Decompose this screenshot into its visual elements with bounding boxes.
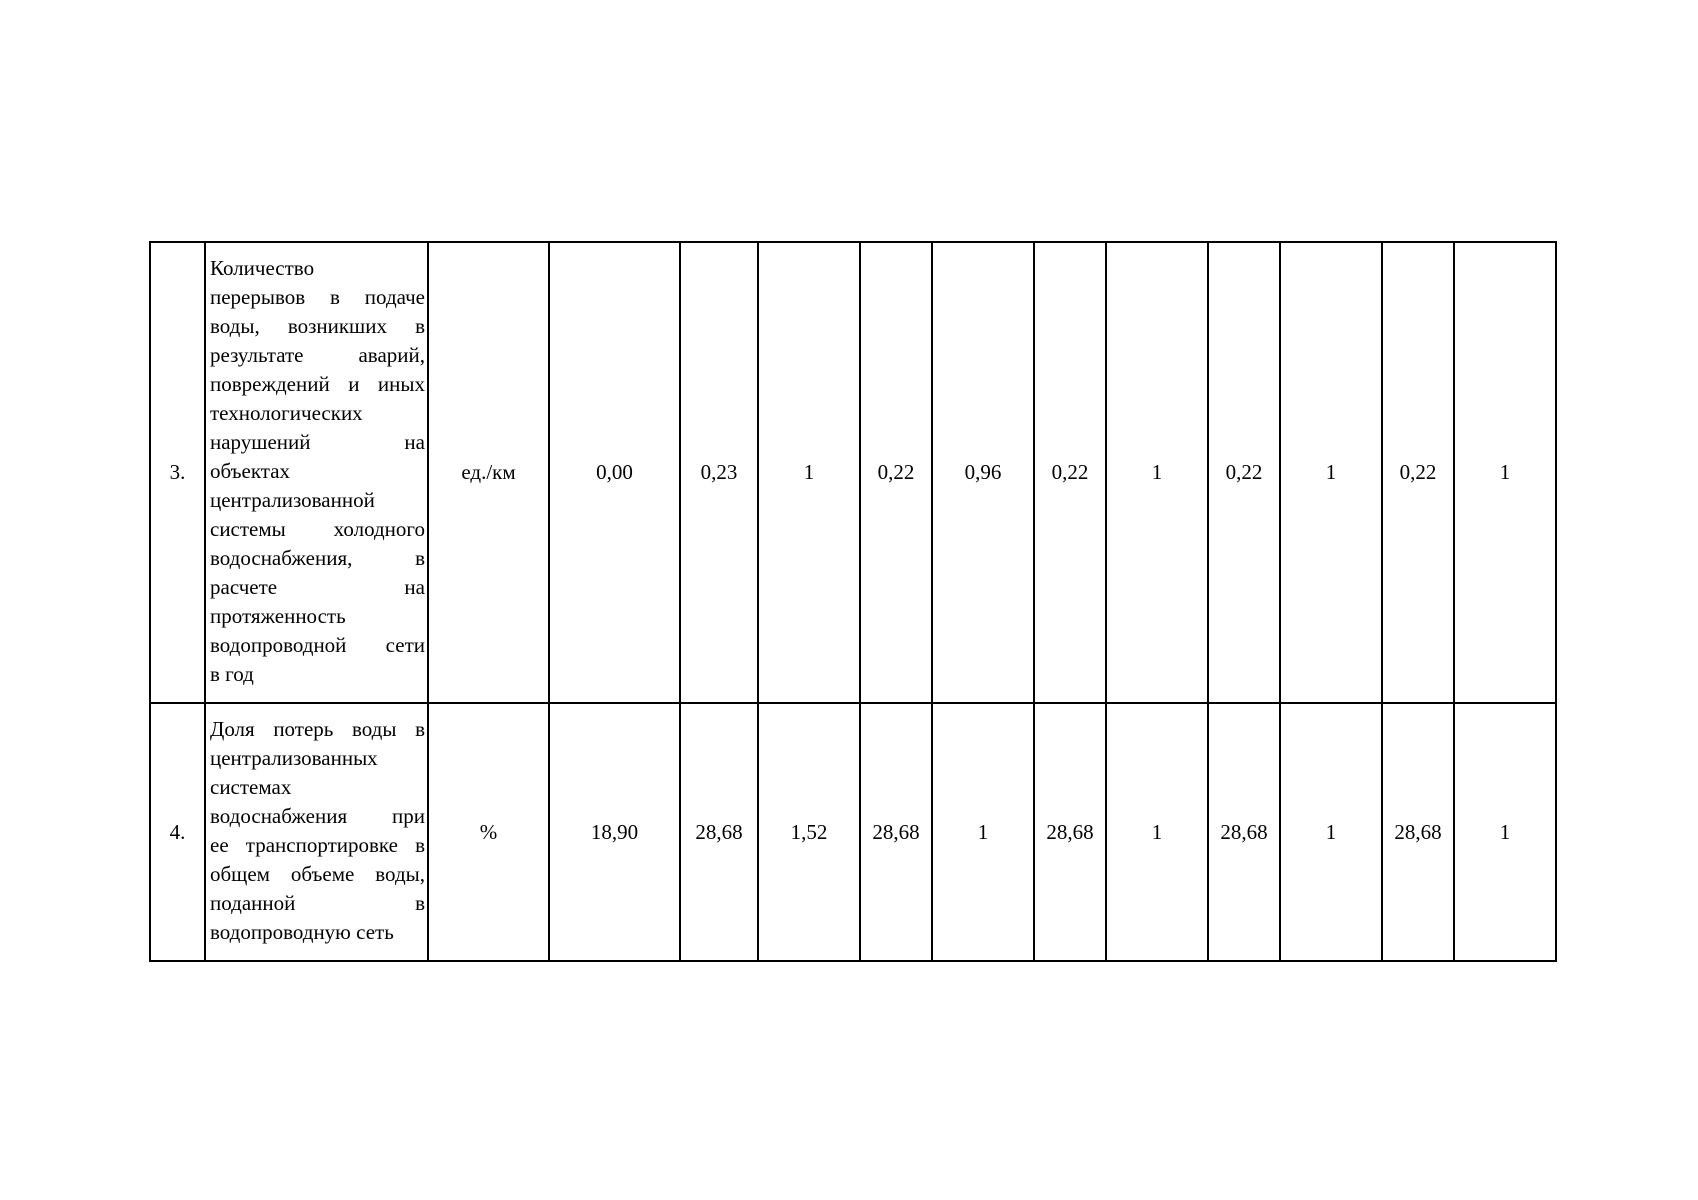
description-line: водоснабжения, в [210, 546, 425, 570]
value-cell: 0,96 [932, 242, 1034, 703]
description-line: в год [210, 662, 254, 686]
value-cell: 0,00 [549, 242, 680, 703]
description-line: ее транспортировке в [210, 833, 425, 857]
table-row [150, 703, 1556, 961]
value-cell: 0,22 [1034, 242, 1106, 703]
description-line: водоснабжения при [210, 804, 425, 828]
value-cell: 28,68 [680, 703, 758, 961]
description-line: общем объеме воды, [210, 862, 425, 886]
value-cell: 0,22 [1382, 242, 1454, 703]
value-cell: 28,68 [860, 703, 932, 961]
value-cell: 1 [1454, 703, 1556, 961]
value-cell: 1 [932, 703, 1034, 961]
indicators-table [149, 241, 1557, 962]
description-line: централизованной [210, 488, 375, 512]
unit-cell: % [428, 703, 549, 961]
description-line: протяженность [210, 604, 346, 628]
value-cell: 1 [1454, 242, 1556, 703]
value-cell: 28,68 [1034, 703, 1106, 961]
indicator-description [205, 242, 428, 703]
table-row [150, 242, 1556, 703]
description-line: воды, возникших в [210, 314, 425, 338]
value-cell: 1 [1280, 242, 1382, 703]
description-line: Доля потерь воды в [210, 717, 425, 741]
value-cell: 18,90 [549, 703, 680, 961]
description-line: расчете на [210, 575, 425, 599]
value-cell: 1 [1106, 242, 1208, 703]
value-cell: 0,22 [1208, 242, 1280, 703]
description-line: системы холодного [210, 517, 425, 541]
description-line: системах [210, 775, 292, 799]
description-line: поданной в [210, 891, 425, 915]
value-cell: 28,68 [1208, 703, 1280, 961]
description-line: объектах [210, 459, 291, 483]
value-cell: 1 [1106, 703, 1208, 961]
description-line: перерывов в подаче [210, 285, 425, 309]
description-line: технологических [210, 401, 363, 425]
description-line: централизованных [210, 746, 378, 770]
description-line: нарушений на [210, 430, 425, 454]
value-cell: 1,52 [758, 703, 860, 961]
row-number: 3. [150, 242, 205, 703]
description-line: водопроводной сети [210, 633, 425, 657]
value-cell: 0,22 [860, 242, 932, 703]
row-number: 4. [150, 703, 205, 961]
description-line: результате аварий, [210, 343, 425, 367]
indicator-description [205, 703, 428, 961]
value-cell: 1 [1280, 703, 1382, 961]
description-line: Количество [210, 256, 315, 280]
description-line: повреждений и иных [210, 372, 425, 396]
value-cell: 1 [758, 242, 860, 703]
value-cell: 28,68 [1382, 703, 1454, 961]
unit-cell: ед./км [428, 242, 549, 703]
value-cell: 0,23 [680, 242, 758, 703]
description-line: водопроводную сеть [210, 920, 394, 944]
